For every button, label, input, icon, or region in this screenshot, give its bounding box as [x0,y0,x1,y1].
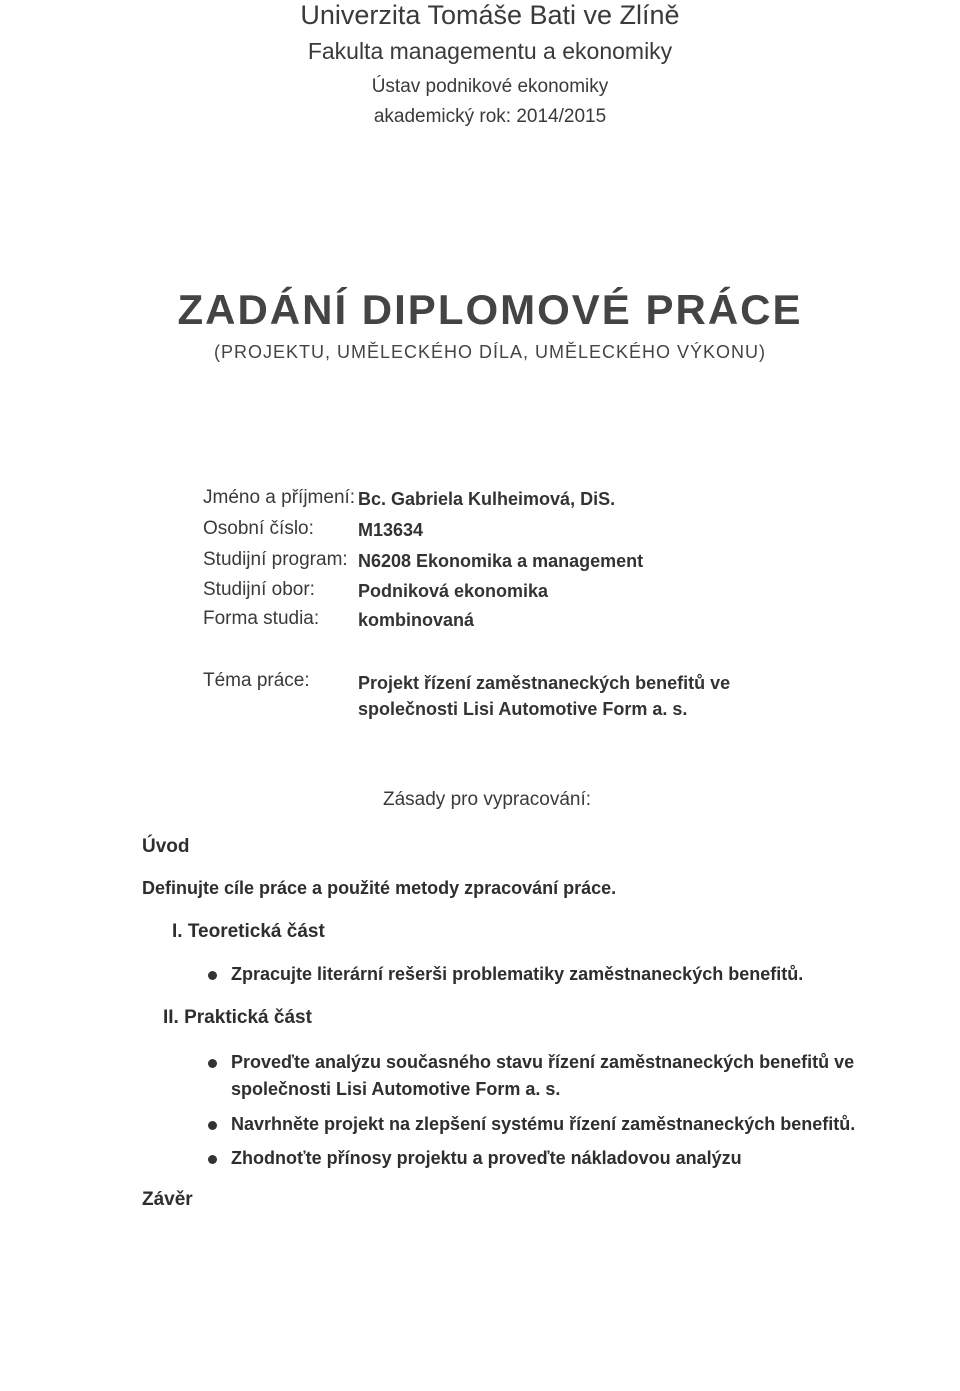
part2-item2: Navrhněte projekt na zlepšení systému řízení zaměstnaneckých benefitů. [231,1114,856,1134]
topic-value-line1: Projekt řízení zaměstnaneckých benefitů ve [358,673,731,693]
name-value: Bc. Gabriela Kulheimová, DiS. [358,489,616,509]
name-label: Jméno a příjmení: [203,487,356,508]
faculty-name: Fakulta managementu a ekonomiky [307,38,673,64]
part2-heading: II. Praktická část [163,1007,312,1028]
personal-number-label: Osobní číslo: [203,518,314,539]
study-form-label: Forma studia: [203,608,320,629]
study-program-value: N6208 Ekonomika a management [358,551,644,571]
academic-year: akademický rok: 2014/2015 [373,106,607,127]
part2-item1-line1: Proveďte analýzu současného stavu řízení zaměstnaneckých benefitů ve [231,1052,855,1072]
intro-heading: Úvod [142,836,190,857]
study-field-value: Podniková ekonomika [358,581,549,601]
bullet-icon [208,1121,217,1130]
list-item [208,1148,742,1169]
part1-heading: I. Teoretická část [172,921,325,942]
list-item [208,1114,855,1135]
list-item [208,1052,854,1073]
study-field-label: Studijní obor: [203,579,315,600]
topic-label: Téma práce: [203,670,310,691]
university-name: Univerzita Tomáše Bati ve Zlíně [300,0,680,30]
intro-text: Definujte cíle práce a použité metody zpracování práce. [142,878,617,898]
topic-value-line2: společnosti Lisi Automotive Form a. s. [358,699,688,719]
document-title: ZADÁNÍ DIPLOMOVÉ PRÁCE [177,286,803,333]
study-form-value: kombinovaná [358,610,475,630]
principles-heading: Zásady pro vypracování: [383,789,592,810]
part1-item1: Zpracujte literární rešerši problematiky zaměstnaneckých benefitů. [231,964,804,984]
bullet-icon [208,1059,217,1068]
personal-number-value: M13634 [358,520,424,540]
institute-name: Ústav podnikové ekonomiky [371,76,609,97]
document-subtitle: (PROJEKTU, UMĚLECKÉHO DÍLA, UMĚLECKÉHO VÝKONU) [213,342,767,362]
list-item [208,964,803,985]
bullet-icon [208,971,217,980]
conclusion-heading: Závěr [142,1189,193,1210]
part2-item1-line2: společnosti Lisi Automotive Form a. s. [231,1079,561,1099]
bullet-icon [208,1155,217,1164]
study-program-label: Studijní program: [203,549,348,570]
part2-item3: Zhodnoťte přínosy projektu a proveďte nákladovou analýzu [231,1148,742,1168]
